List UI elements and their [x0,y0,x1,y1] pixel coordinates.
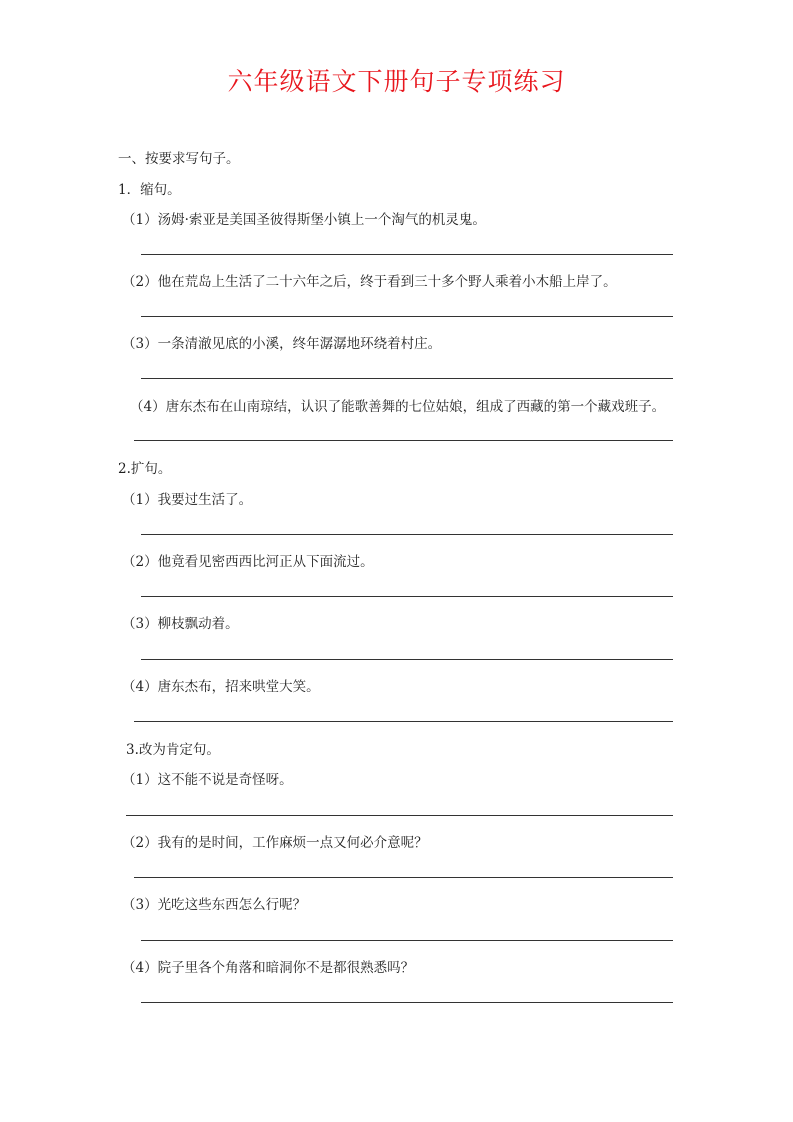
answer-line-2-1[interactable] [141,534,673,535]
question-3-3: （3）光吃这些东西怎么行呢？ [122,897,307,913]
question-2-1: （1）我要过生活了。 [122,492,253,508]
section-heading: 一、按要求写句子。 [118,151,240,167]
question-3-4: （4）院子里各个角落和暗洞你不是都很熟悉吗？ [122,960,415,976]
answer-line-1-4[interactable] [134,440,673,441]
answer-line-1-3[interactable] [141,378,673,379]
question-2-3: （3）柳枝飘动着。 [122,616,239,632]
question-3-1: （1）这不能不说是奇怪呀。 [122,772,293,788]
question-1-3: （3）一条清澈见底的小溪，终年潺潺地环绕着村庄。 [122,336,442,352]
question-3-2: （2）我有的是时间，工作麻烦一点又何必介意呢？ [122,835,428,851]
question-1-4: （4）唐东杰布在山南琼结，认识了能歌善舞的七位姑娘，组成了西藏的第一个藏戏班子。 [130,399,666,415]
answer-line-2-3[interactable] [141,659,673,660]
answer-line-2-2[interactable] [141,596,673,597]
answer-line-3-3[interactable] [141,940,673,941]
question-1-1: （1）汤姆·索亚是美国圣彼得斯堡小镇上一个淘气的机灵鬼。 [122,212,486,228]
answer-line-3-1[interactable] [126,815,673,816]
group-heading-affirmative: 3.改为肯定句。 [126,742,220,758]
question-2-4: （4）唐东杰布，招来哄堂大笑。 [122,679,320,695]
answer-line-3-4[interactable] [141,1002,673,1003]
group-heading-expand: 2.扩句。 [118,461,172,477]
question-2-2: （2）他竟看见密西西比河正从下面流过。 [122,554,374,570]
page-title: 六年级语文下册句子专项练习 [227,67,566,96]
answer-line-1-2[interactable] [141,316,673,317]
answer-line-1-1[interactable] [141,254,673,255]
group-heading-shrink: 1．缩句。 [118,182,181,198]
answer-line-3-2[interactable] [134,877,673,878]
answer-line-2-4[interactable] [134,721,673,722]
question-1-2: （2）他在荒岛上生活了二十六年之后，终于看到三十多个野人乘着小木船上岸了。 [122,274,617,290]
